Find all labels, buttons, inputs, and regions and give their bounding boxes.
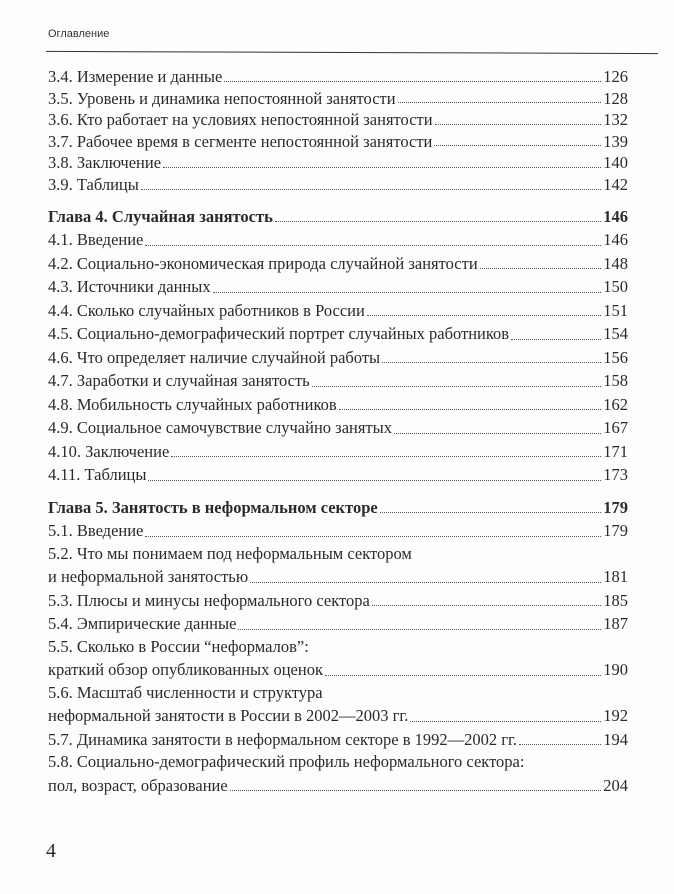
toc-entry[interactable] <box>48 416 628 440</box>
entry-title: 4.3. Источники данных <box>48 277 211 297</box>
dot-leader <box>312 386 602 387</box>
entry-title-line[interactable]: 5.5. Сколько в России “неформалов”: <box>48 636 309 656</box>
entry-title: пол, возраст, образование <box>48 775 228 795</box>
dot-leader <box>275 221 601 222</box>
toc-section <box>48 66 628 196</box>
dot-leader <box>511 339 601 340</box>
entry-title: 3.8. Заключение <box>48 153 162 173</box>
entry-page: 146 <box>603 206 628 226</box>
entry-title: 4.1. Введение <box>48 230 144 250</box>
toc-entry[interactable] <box>48 152 628 174</box>
dot-leader <box>213 292 602 293</box>
toc-entry[interactable] <box>48 109 628 131</box>
dot-leader <box>382 362 601 363</box>
toc-entry[interactable] <box>48 658 628 682</box>
page-number: 4 <box>46 840 56 862</box>
dot-leader <box>380 512 602 513</box>
entry-page: 190 <box>603 660 628 680</box>
toc-entry[interactable] <box>48 299 628 323</box>
dot-leader <box>250 582 601 583</box>
entry-page: 156 <box>603 347 628 367</box>
entry-title: 4.6. Что определяет наличие случайной работы <box>48 347 381 367</box>
dot-leader <box>372 605 601 606</box>
entry-title: краткий обзор опубликованных оценок <box>48 660 323 680</box>
entry-page: 181 <box>603 567 628 587</box>
entry-title: 4.7. Заработки и случайная занятость <box>48 371 310 391</box>
entry-title: 5.4. Эмпирические данные <box>48 614 237 634</box>
entry-title: 5.1. Введение <box>48 521 144 541</box>
dot-leader <box>394 433 601 434</box>
entry-page: 154 <box>603 324 628 344</box>
entry-page: 171 <box>603 441 628 461</box>
toc-entry[interactable] <box>48 704 628 728</box>
entry-page: 128 <box>603 88 628 108</box>
entry-page: 151 <box>603 300 628 320</box>
entry-title: 3.6. Кто работает на условиях непостоянной занятости <box>48 110 433 130</box>
dot-leader <box>410 721 601 722</box>
entry-page: 146 <box>603 230 628 250</box>
dot-leader <box>145 536 601 537</box>
dot-leader <box>171 456 601 457</box>
dot-leader <box>238 629 601 630</box>
entry-title: 4.9. Социальное самочувствие случайно занятых <box>48 418 392 438</box>
toc-entry[interactable] <box>48 369 628 393</box>
entry-page: 148 <box>603 253 628 273</box>
entry-page: 142 <box>603 174 628 194</box>
dot-leader <box>480 268 602 269</box>
dot-leader <box>367 315 601 316</box>
dot-leader <box>148 480 601 481</box>
chapter-heading[interactable] <box>48 205 628 229</box>
entry-page: 139 <box>603 131 628 151</box>
toc-entry[interactable] <box>48 275 628 299</box>
entry-title: неформальной занятости в России в 2002—2003 гг. <box>48 706 409 726</box>
entry-title: 3.4. Измерение и данные <box>48 67 223 86</box>
toc-entry[interactable] <box>48 131 628 153</box>
table-of-contents <box>48 66 628 797</box>
dot-leader <box>398 102 602 103</box>
entry-title-line[interactable]: 5.2. Что мы понимаем под неформальным сектором <box>48 543 412 563</box>
entry-title: 5.3. Плюсы и минусы неформального сектора <box>48 590 370 610</box>
entry-page: 185 <box>603 590 628 610</box>
entry-title-line[interactable]: 5.8. Социально-демографический профиль неформального сектора: <box>48 752 525 772</box>
entry-title: 4.4. Сколько случайных работников в России <box>48 300 365 320</box>
toc-section <box>48 205 628 487</box>
toc-section <box>48 496 628 798</box>
entry-page: 179 <box>603 497 628 517</box>
entry-title-line[interactable]: 5.6. Масштаб численности и структура <box>48 682 323 702</box>
entry-title: Глава 5. Занятость в неформальном секторе <box>48 497 378 517</box>
dot-leader <box>230 790 602 791</box>
entry-title: и неформальной занятостью <box>48 567 249 587</box>
entry-title: 4.10. Заключение <box>48 441 170 461</box>
entry-page: 194 <box>603 729 628 749</box>
toc-entry[interactable] <box>48 463 628 487</box>
running-header: Оглавление <box>48 28 110 40</box>
entry-title: 4.2. Социально-экономическая природа случайной занятости <box>48 253 478 273</box>
chapter-heading[interactable] <box>48 496 628 520</box>
dot-leader <box>163 167 601 168</box>
toc-entry[interactable] <box>48 519 628 543</box>
toc-entry[interactable] <box>48 88 628 110</box>
dot-leader <box>141 189 601 190</box>
toc-entry[interactable] <box>48 322 628 346</box>
entry-page: 192 <box>603 706 628 726</box>
toc-entry[interactable] <box>48 565 628 589</box>
toc-entry[interactable] <box>48 774 628 798</box>
header-rule <box>46 51 658 54</box>
entry-page: 162 <box>603 394 628 414</box>
toc-entry[interactable] <box>48 228 628 252</box>
entry-page: 126 <box>603 67 628 86</box>
entry-title: Глава 4. Случайная занятость <box>48 206 273 226</box>
entry-title: 3.9. Таблицы <box>48 174 139 194</box>
toc-entry[interactable] <box>48 252 628 276</box>
entry-title: 5.7. Динамика занятости в неформальном секторе в 1992—2002 гг. <box>48 729 518 749</box>
dot-leader <box>519 744 601 745</box>
entry-title: 3.5. Уровень и динамика непостоянной занятости <box>48 88 396 108</box>
entry-page: 204 <box>603 775 628 795</box>
entry-page: 179 <box>603 521 628 541</box>
dot-leader <box>339 409 602 410</box>
toc-entry[interactable] <box>48 174 628 196</box>
toc-entry[interactable] <box>48 346 628 370</box>
dot-leader <box>435 124 602 125</box>
entry-page: 132 <box>603 110 628 130</box>
toc-entry[interactable] <box>48 66 628 88</box>
dot-leader <box>325 675 601 676</box>
entry-page: 140 <box>603 153 628 173</box>
dot-leader <box>145 245 601 246</box>
entry-title: 4.5. Социально-демографический портрет случайных работников <box>48 324 510 344</box>
entry-title: 4.11. Таблицы <box>48 465 147 485</box>
entry-title: 4.8. Мобильность случайных работников <box>48 394 337 414</box>
dot-leader <box>434 145 601 146</box>
entry-page: 173 <box>603 465 628 485</box>
entry-title: 3.7. Рабочее время в сегменте непостоянной занятости <box>48 131 433 151</box>
dot-leader <box>224 81 601 82</box>
toc-entry[interactable] <box>48 728 628 752</box>
toc-entry[interactable] <box>48 393 628 417</box>
toc-entry[interactable] <box>48 440 628 464</box>
entry-page: 150 <box>603 277 628 297</box>
entry-page: 167 <box>603 418 628 438</box>
entry-page: 158 <box>603 371 628 391</box>
toc-entry[interactable] <box>48 589 628 613</box>
toc-entry[interactable] <box>48 612 628 636</box>
entry-page: 187 <box>603 614 628 634</box>
